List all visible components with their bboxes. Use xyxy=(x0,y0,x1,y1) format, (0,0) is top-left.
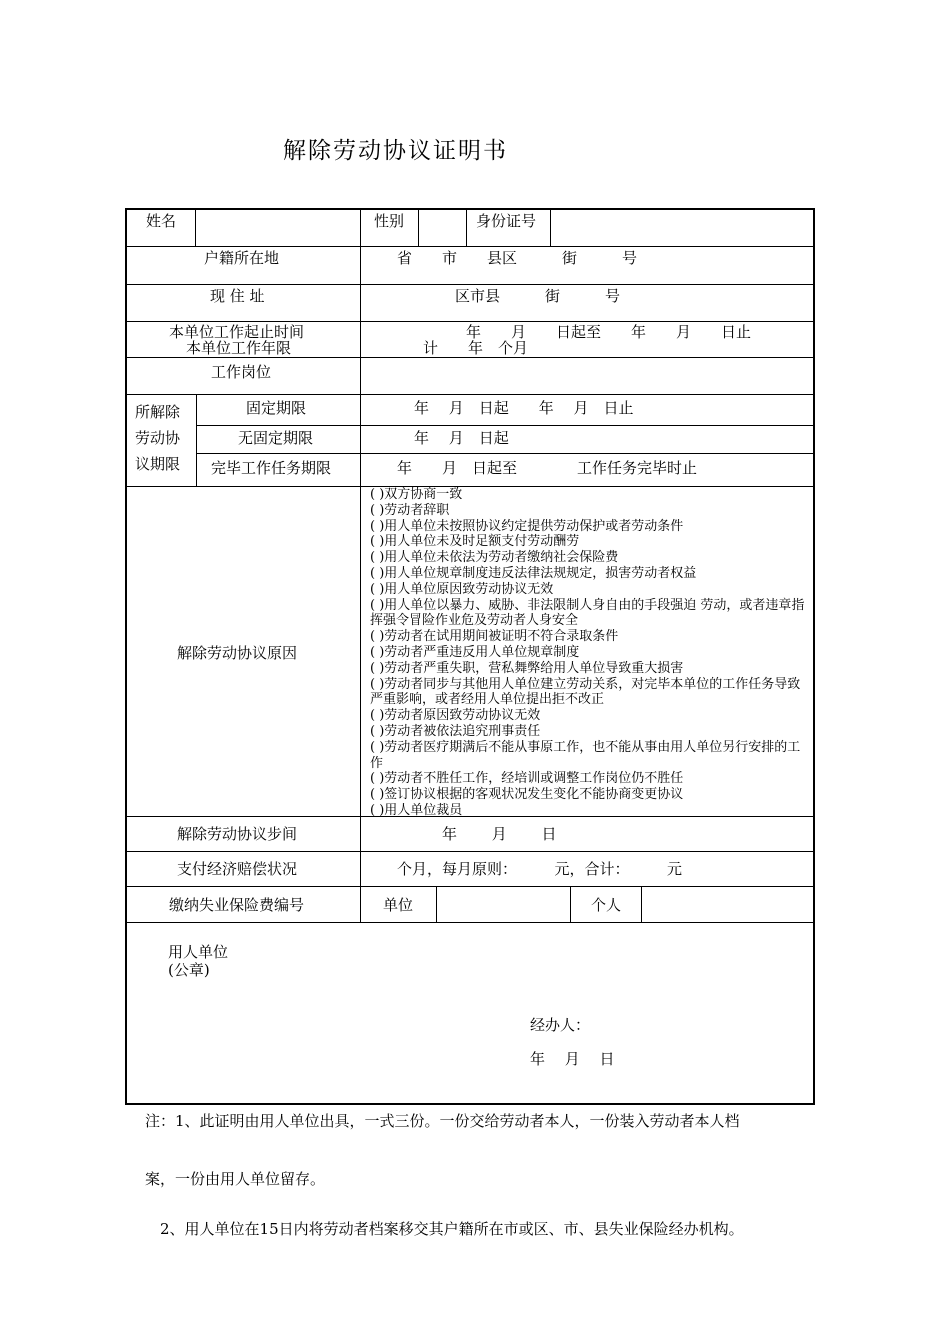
reason-item: ( )双方协商一致 xyxy=(370,487,463,502)
current-address-label: 现 住 址 xyxy=(210,287,265,305)
note-line: 2、用人单位在15日内将劳动者档案移交其户籍所在市或区、市、县失业保险经办机构。 xyxy=(160,1220,744,1238)
row-divider xyxy=(126,394,814,395)
fixed-term-label: 固定期限 xyxy=(246,399,307,417)
column-divider xyxy=(418,210,419,246)
termination-date-label: 解除劳动协议步间 xyxy=(177,825,298,843)
task-term-label: 完毕工作任务期限 xyxy=(211,459,332,477)
term-group-label: 议期限 xyxy=(135,455,181,473)
column-divider xyxy=(196,394,197,486)
row-divider xyxy=(126,886,814,887)
column-divider xyxy=(641,886,642,922)
column-divider xyxy=(466,210,467,246)
term-group-label: 所解除 xyxy=(135,403,181,421)
termination-date-value: 年 月 日 xyxy=(442,825,557,843)
reason-item: ( )用人单位以暴力、威胁、非法限制人身自由的手段强迫 劳动，或者违章指挥强令冒险作业危及劳动者人身安全 xyxy=(370,597,805,629)
work-years-value: 计 年 个月 xyxy=(423,339,529,357)
row-divider xyxy=(126,922,814,923)
row-divider xyxy=(126,284,814,285)
compensation-value: 个月，每月原则： 元，合计： 元 xyxy=(397,860,683,878)
gender-label: 性别 xyxy=(374,212,405,230)
reason-item: ( )劳动者不胜任工作，经培训或调整工作岗位仍不胜任 xyxy=(370,771,684,787)
task-term-value: 年 月 日起至 工作任务完毕时止 xyxy=(397,459,698,477)
reason-item: ( )用人单位未依法为劳动者缴纳社会保险费 xyxy=(370,550,619,566)
row-divider xyxy=(126,357,814,358)
term-group-label: 劳动协 xyxy=(135,429,181,447)
reason-item: ( )劳动者原因致劳动协议无效 xyxy=(370,708,541,724)
household-location-value: 省 市 县区 街 号 xyxy=(397,249,638,267)
column-divider xyxy=(360,210,361,922)
work-period-label: 本单位工作起止时间 xyxy=(169,323,305,341)
reason-item: ( )劳动者被依法追究刑事责任 xyxy=(370,723,541,739)
seal-label: (公章) xyxy=(168,961,210,979)
individual-label: 个人 xyxy=(591,896,622,914)
reason-item: ( )劳动者严重失职，营私舞弊给用人单位导致重大损害 xyxy=(370,660,684,676)
reason-item: ( )劳动者在试用期间被证明不符合录取条件 xyxy=(370,629,619,645)
household-location-label: 户籍所在地 xyxy=(204,249,280,267)
employer-label: 用人单位 xyxy=(168,943,229,961)
reason-item: ( )签订协议根据的客观状况发生变化不能协商变更协议 xyxy=(370,787,684,803)
row-divider xyxy=(196,425,814,426)
work-years-label: 本单位工作年限 xyxy=(186,339,292,357)
signature-date: 年 月 日 xyxy=(530,1050,615,1068)
row-divider xyxy=(126,851,814,852)
column-divider xyxy=(436,886,437,922)
reason-item: ( )劳动者同步与其他用人单位建立劳动关系，对完毕本单位的工作任务导致严重影响，或者经用人单位提出拒不改正 xyxy=(370,676,801,708)
id-number-label: 身份证号 xyxy=(476,212,537,230)
reason-item: ( )劳动者医疗期满后不能从事原工作，也不能从事由用人单位另行安排的工作 xyxy=(370,739,801,771)
column-divider xyxy=(195,210,196,246)
column-divider xyxy=(550,210,551,246)
name-label: 姓名 xyxy=(146,212,177,230)
row-divider xyxy=(196,453,814,454)
reason-item: ( )用人单位规章制度违反法律法规规定，损害劳动者权益 xyxy=(370,565,697,581)
document-title: 解除劳动协议证明书 xyxy=(283,138,508,164)
column-divider xyxy=(570,886,571,922)
row-divider xyxy=(126,246,814,247)
handler-label: 经办人： xyxy=(530,1016,591,1034)
reason-item: ( )劳动者严重违反用人单位规章制度 xyxy=(370,644,580,660)
note-line: 案，一份由用人单位留存。 xyxy=(145,1170,326,1188)
insurance-number-label: 缴纳失业保险费编号 xyxy=(169,896,305,914)
reason-item: ( )劳动者辞职 xyxy=(370,502,450,518)
reason-item: ( )用人单位未按照协议约定提供劳动保护或者劳动条件 xyxy=(370,518,684,534)
unit-label: 单位 xyxy=(383,896,414,914)
reason-item: ( )用人单位裁员 xyxy=(370,802,463,818)
current-address-value: 区市县 街 号 xyxy=(455,287,621,305)
fixed-term-value: 年 月 日起 年 月 日止 xyxy=(414,399,634,417)
row-divider xyxy=(126,321,814,322)
non-fixed-term-value: 年 月 日起 xyxy=(414,429,509,447)
compensation-label: 支付经济赔偿状况 xyxy=(177,860,298,878)
note-line: 注：1、此证明由用人单位出具，一式三份。一份交给劳动者本人，一份装入劳动者本人档 xyxy=(145,1112,740,1130)
work-period-value: 年 月 日起至 年 月 日止 xyxy=(466,323,752,341)
reason-item: ( )用人单位原因致劳动协议无效 xyxy=(370,581,554,597)
non-fixed-term-label: 无固定期限 xyxy=(238,429,314,447)
termination-reason-label: 解除劳动协议原因 xyxy=(177,644,298,662)
reason-item: ( )用人单位未及时足额支付劳动酬劳 xyxy=(370,534,580,550)
work-post-label: 工作岗位 xyxy=(211,363,272,381)
termination-reason-list xyxy=(370,487,810,819)
